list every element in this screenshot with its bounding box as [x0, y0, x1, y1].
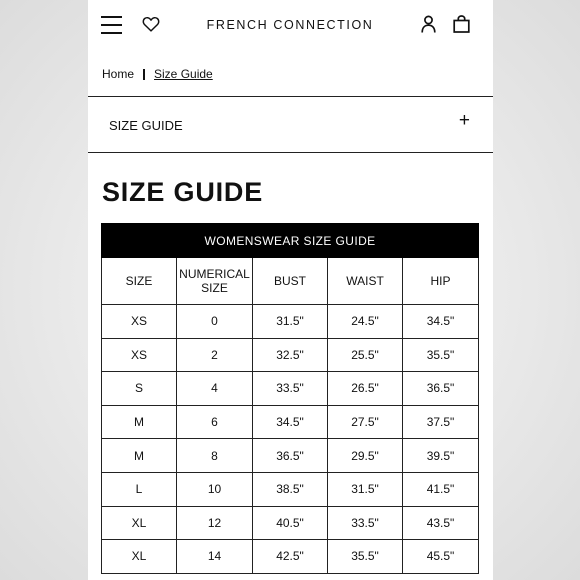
- table-cell-waist: 25.5": [328, 338, 403, 372]
- table-row: [102, 372, 479, 406]
- table-cell-size: M: [102, 405, 177, 439]
- table-cell-hip: 34.5": [403, 305, 479, 339]
- table-cell-size: L: [102, 472, 177, 506]
- size-guide-accordion[interactable]: [88, 96, 493, 153]
- table-header-row: [102, 258, 479, 305]
- column-header-waist: WAIST: [328, 258, 403, 305]
- table-cell-numerical-size: 6: [177, 405, 253, 439]
- hamburger-menu-icon[interactable]: [101, 16, 122, 34]
- table-cell-size: S: [102, 372, 177, 406]
- table-cell-bust: 40.5": [253, 506, 328, 540]
- table-cell-bust: 32.5": [253, 338, 328, 372]
- table-cell-size: M: [102, 439, 177, 473]
- table-row: [102, 472, 479, 506]
- table-cell-waist: 26.5": [328, 372, 403, 406]
- heart-icon[interactable]: [142, 16, 160, 32]
- table-cell-numerical-size: 12: [177, 506, 253, 540]
- table-cell-size: XL: [102, 540, 177, 574]
- shopping-bag-icon[interactable]: [453, 15, 470, 33]
- table-cell-bust: 34.5": [253, 405, 328, 439]
- column-header-bust: BUST: [253, 258, 328, 305]
- table-cell-size: XL: [102, 506, 177, 540]
- table-body: [102, 258, 479, 574]
- table-cell-numerical-size: 4: [177, 372, 253, 406]
- accordion-label: SIZE GUIDE: [109, 118, 183, 133]
- table-cell-waist: 24.5": [328, 305, 403, 339]
- phone-screen: [88, 0, 493, 580]
- table-row: [102, 338, 479, 372]
- plus-icon[interactable]: +: [458, 110, 470, 131]
- column-header-hip: HIP: [403, 258, 479, 305]
- table-cell-waist: 33.5": [328, 506, 403, 540]
- table-cell-hip: 45.5": [403, 540, 479, 574]
- table-cell-hip: 43.5": [403, 506, 479, 540]
- page-title: SIZE GUIDE: [102, 177, 264, 207]
- table-cell-bust: 38.5": [253, 472, 328, 506]
- breadcrumb-size-guide-link[interactable]: Size Guide: [154, 67, 213, 81]
- table-row: [102, 439, 479, 473]
- table-cell-hip: 39.5": [403, 439, 479, 473]
- table-cell-bust: 36.5": [253, 439, 328, 473]
- table-cell-size: XS: [102, 305, 177, 339]
- column-header-size: SIZE: [102, 258, 177, 305]
- table-cell-hip: 35.5": [403, 338, 479, 372]
- table-row: [102, 506, 479, 540]
- table-cell-bust: 33.5": [253, 372, 328, 406]
- table-cell-waist: 35.5": [328, 540, 403, 574]
- table-cell-bust: 31.5": [253, 305, 328, 339]
- table-cell-numerical-size: 10: [177, 472, 253, 506]
- table-cell-size: XS: [102, 338, 177, 372]
- table-title: WOMENSWEAR SIZE GUIDE: [102, 224, 479, 258]
- table-row: [102, 540, 479, 574]
- table-cell-bust: 42.5": [253, 540, 328, 574]
- table-cell-numerical-size: 8: [177, 439, 253, 473]
- table-row: [102, 405, 479, 439]
- table-cell-hip: 36.5": [403, 372, 479, 406]
- breadcrumb-home[interactable]: Home: [102, 67, 135, 81]
- breadcrumb-separator: [143, 69, 145, 80]
- brand-logo[interactable]: FRENCH CONNECTION: [206, 18, 374, 32]
- table-cell-hip: 41.5": [403, 472, 479, 506]
- womenswear-size-table: [101, 223, 479, 574]
- table-cell-hip: 37.5": [403, 405, 479, 439]
- table-cell-waist: 29.5": [328, 439, 403, 473]
- column-header-numerical-size: NUMERICAL SIZE: [177, 258, 253, 305]
- table-cell-numerical-size: 14: [177, 540, 253, 574]
- table-cell-waist: 27.5": [328, 405, 403, 439]
- breadcrumb: [102, 67, 213, 81]
- table-cell-waist: 31.5": [328, 472, 403, 506]
- table-cell-numerical-size: 0: [177, 305, 253, 339]
- table-row: [102, 305, 479, 339]
- user-icon[interactable]: [421, 15, 436, 33]
- table-cell-numerical-size: 2: [177, 338, 253, 372]
